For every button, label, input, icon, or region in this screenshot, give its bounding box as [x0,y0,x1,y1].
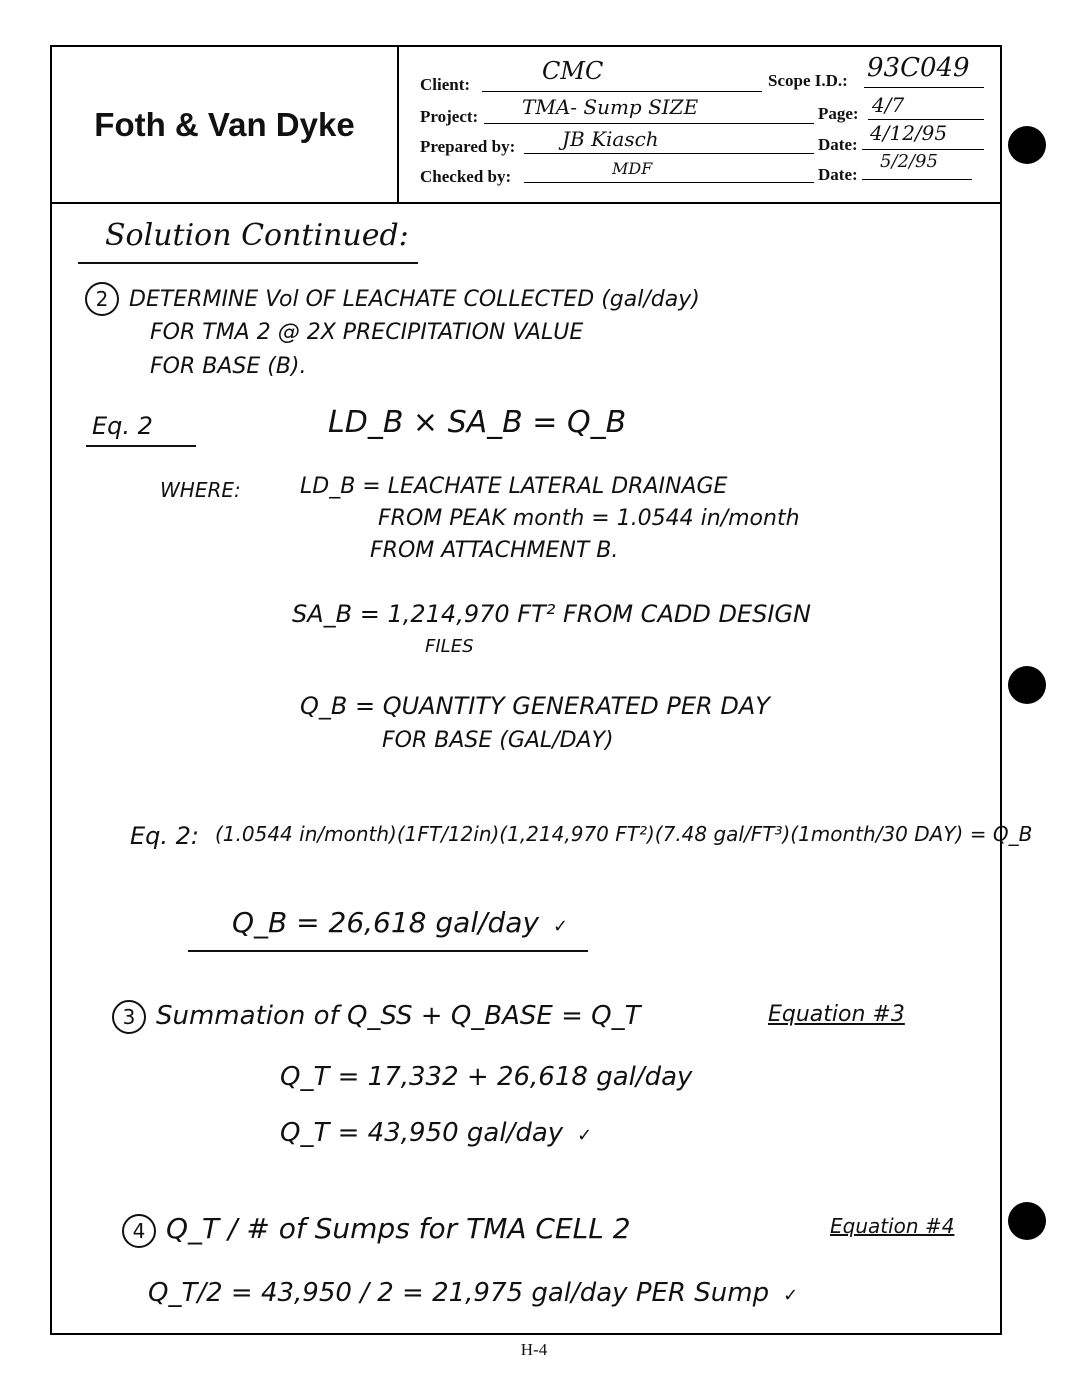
binder-hole-middle [1008,666,1046,704]
date2-value: 5/2/95 [880,151,938,172]
where-line1: LD_B = LEACHATE LATERAL DRAINAGE [300,474,728,499]
page-line [868,119,984,120]
date2-line [862,179,972,180]
prepared-value: JB Kiasch [562,127,659,151]
step3-text: Summation of Q_SS + Q_BASE = Q_T [156,1001,641,1031]
check-mark: ✓ [577,1125,593,1146]
check-mark: ✓ [783,1285,799,1306]
step4-result-text: Q_T/2 = 43,950 / 2 = 21,975 gal/day PER Sump [148,1278,770,1308]
eq2-label: Eq. 2 [92,412,153,440]
step3-number: 3 [112,1000,146,1034]
client-label: Client: [420,75,471,94]
step4-text: Q_T / # of Sumps for TMA CELL 2 [166,1212,631,1245]
step2-line1 [85,282,700,316]
checked-value: MDF [612,159,653,178]
project-label: Project: [420,107,479,126]
qb-result [232,906,568,939]
date1-label: Date: [818,135,858,154]
prepared-line [524,153,814,154]
equation3-label: Equation #3 [768,1002,905,1027]
where-line3: FROM ATTACHMENT B. [370,538,619,563]
heading-underline [78,262,418,264]
project-line [484,123,814,124]
client-value: CMC [542,57,604,85]
step4-number: 4 [122,1214,156,1248]
checked-label: Checked by: [420,167,512,186]
page-code: H-4 [520,1340,548,1359]
step3-line [112,1000,641,1034]
checked-line [524,182,814,183]
qt-line1: Q_T = 17,332 + 26,618 gal/day [280,1062,693,1092]
qb-result-underline [188,950,588,952]
firm-name: Foth & Van Dyke [52,47,399,202]
scope-label: Scope I.D.: [768,71,848,90]
step2-line2: FOR TMA 2 @ 2X PRECIPITATION VALUE [150,320,584,345]
date1-value: 4/12/95 [870,121,948,145]
where-line2: FROM PEAK month = 1.0544 in/month [378,506,800,531]
client-line [482,91,762,92]
step2-text1: DETERMINE Vol OF LEACHATE COLLECTED (gal/day) [129,287,700,312]
sa-line2: FILES [425,636,474,657]
page-label: Page: [818,104,859,123]
qt-line2-text: Q_T = 43,950 gal/day [280,1118,564,1148]
date2-label: Date: [818,165,858,184]
binder-hole-top [1008,126,1046,164]
prepared-label: Prepared by: [420,137,516,156]
eq2-calc-label: Eq. 2: [130,822,200,850]
scope-line [864,87,984,88]
qb-line1: Q_B = QUANTITY GENERATED PER DAY [300,692,770,720]
check-mark: ✓ [553,916,569,937]
solution-heading: Solution Continued: [105,218,409,253]
step4-result [148,1278,798,1308]
step2-number: 2 [85,282,119,316]
binder-hole-bottom [1008,1202,1046,1240]
scope-value: 93C049 [867,53,970,83]
equation4-label: Equation #4 [830,1214,955,1238]
sa-line1: SA_B = 1,214,970 FT² FROM CADD DESIGN [292,600,811,628]
eq2-formula: LD_B × SA_B = Q_B [328,405,627,440]
project-value: TMA- Sump SIZE [522,95,699,119]
step4-line [122,1212,631,1248]
date1-line [862,149,984,150]
qb-result-text: Q_B = 26,618 gal/day [232,906,540,939]
step2-line3: FOR BASE (B). [150,354,307,379]
qt-line2 [280,1118,592,1148]
page-value: 4/7 [872,93,905,117]
qb-line2: FOR BASE (GAL/DAY) [382,728,614,753]
eq2-underline [86,445,196,447]
eq2-calc: (1.0544 in/month)(1FT/12in)(1,214,970 FT²)(7.48 gal/FT³)(1month/30 DAY) = Q_B [215,822,1033,846]
where-label: WHERE: [160,478,241,502]
sheet-header [52,47,1000,204]
